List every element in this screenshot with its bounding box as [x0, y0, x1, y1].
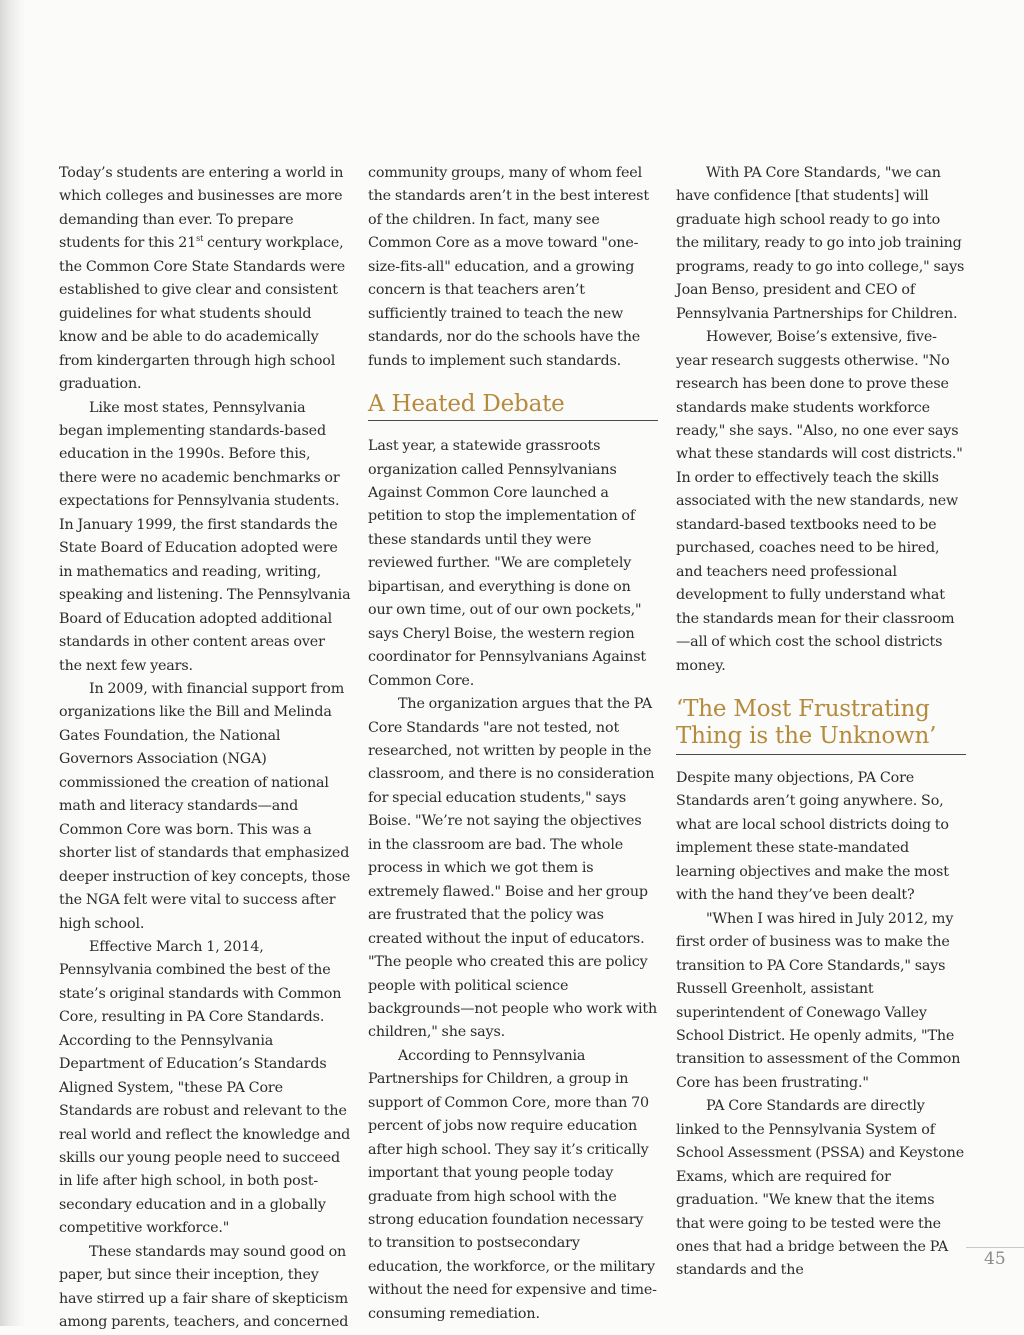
paragraph: Last year, a statewide grassroots organization called Pennsylvanians Against Common Core launched a petition to stop the implementation of these standards until they were reviewed further. "We are completely bipartisan, and everything is done on our own time, out of our own pockets," says Cheryl Boise, the western region coordinator for Pennsylvanians Against Common Core.: [368, 438, 647, 689]
paragraph: Effective March 1, 2014, Pennsylvania combined the best of the state’s original standards with Common Core, resulting in PA Core Standards. According to the Pennsylvania Department of Education’s Standards Aligned System, "these PA Core Standards are robust and relevant to the real world and reflect the knowledge and skills our young people need to succeed in life after high school, in both post-secondary education and in a globally competitive workforce.": [59, 938, 351, 1237]
paragraph: PA Core Standards are directly linked to the Pennsylvania System of School Assessment (PSSA) and Keystone Exams, which are required for graduation. "We knew that the items that were going to be tested were the ones that had a bridge between the PA standards and the: [676, 1098, 965, 1279]
paragraph: According to Pennsylvania Partnerships for Children, a group in support of Common Core, more than 70 percent of jobs now require education after high school. They say it’s critically important that young people today graduate from high school with the strong education foundation necessary to transition to postsecondary education, the workforce, or the military without the need for expensive and time-consuming remediation.: [368, 1047, 657, 1322]
paragraph: With PA Core Standards, "we can have confidence [that students] will graduate high school ready to go into the military, ready to go into job training programs, ready to go into college," says Joan Benso, president and CEO of Pennsylvania Partnerships for Children.: [676, 165, 965, 322]
binding-shadow: [0, 0, 26, 1326]
column-3: [676, 162, 966, 1283]
paragraph: Like most states, Pennsylvania began implementing standards-based education in the 1990s. Before this, there were no academic benchmarks or expectations for Pennsylvania students. In January 1999, the first standards the State Board of Education adopted were in mathematics and reading, writing, speaking and listening. The Pennsylvania Board of Education adopted additional standards in other content areas over the next few years.: [59, 399, 351, 674]
paragraph: "When I was hired in July 2012, my first order of business was to make the transition to PA Core Standards," says Russell Greenholt, assistant superintendent of Conewago Valley School District. He openly admits, "The transition to assessment of the Common Core has been frustrating.": [676, 910, 961, 1091]
paragraph: However, Boise’s extensive, five-year research suggests otherwise. "No research has been done to prove these standards make students workforce ready," she says. "Also, no one ever says what these standards will cost districts." In order to effectively teach the skills associated with the new standards, new standard-based textbooks need to be purchased, coaches need to be hired, and teachers need professional development to fully understand what the standards mean for their classroom—all of which cost the school districts money.: [676, 329, 963, 674]
column-1: [59, 162, 351, 1335]
paragraph: community groups, many of whom feel the standards aren’t in the best interest of the children. In fact, many see Common Core as a move toward "one-size-fits-all" education, and a growing concern is that teachers aren’t sufficiently trained to teach the new standards, nor do the schools have the funds to implement such standards.: [368, 165, 649, 369]
paragraph: Despite many objections, PA Core Standards aren’t going anywhere. So, what are local school districts doing to implement these state-mandated learning objectives and make the most with the hand they’ve been dealt?: [676, 769, 949, 904]
page-number: 45: [984, 1249, 1006, 1269]
footer-rule: [966, 1247, 1024, 1248]
section-heading-heated-debate: A Heated Debate: [368, 391, 658, 421]
paragraph-intro: Today’s students are entering a world in which colleges and businesses are more demanding than ever. To prepare students for this 21st century workplace, the Common Core State Standards were established to give clear and consistent guidelines for what students should know and be able to do academically from kindergarten through high school graduation.: [59, 165, 346, 393]
paragraph: In 2009, with financial support from organizations like the Bill and Melinda Gates Foundation, the National Governors Association (NGA) commissioned the creation of national math and literacy standards—and Common Core was born. This was a shorter list of standards that emphasized deeper instruction of key concepts, those the NGA felt were vital to success after high school.: [59, 680, 351, 932]
paragraph: These standards may sound good on paper, but since their inception, they have stirred up a fair share of skepticism among parents, teachers, and concerned: [59, 1243, 349, 1331]
paragraph: The organization argues that the PA Core Standards "are not tested, not researched, not written by people in the classroom, and there is no consideration for special education students," says Boise. "We’re not saying the objectives in the classroom are bad. The whole process in which we got them is extremely flawed." Boise and her group are frustrated that the policy was created without the input of educators. "The people who created this are policy people with political science backgrounds—not people who work with children," she says.: [368, 696, 658, 1041]
column-2: [368, 162, 658, 1326]
section-heading-most-frustrating: ‘The Most Frustrating Thing is the Unknown’: [676, 696, 966, 755]
